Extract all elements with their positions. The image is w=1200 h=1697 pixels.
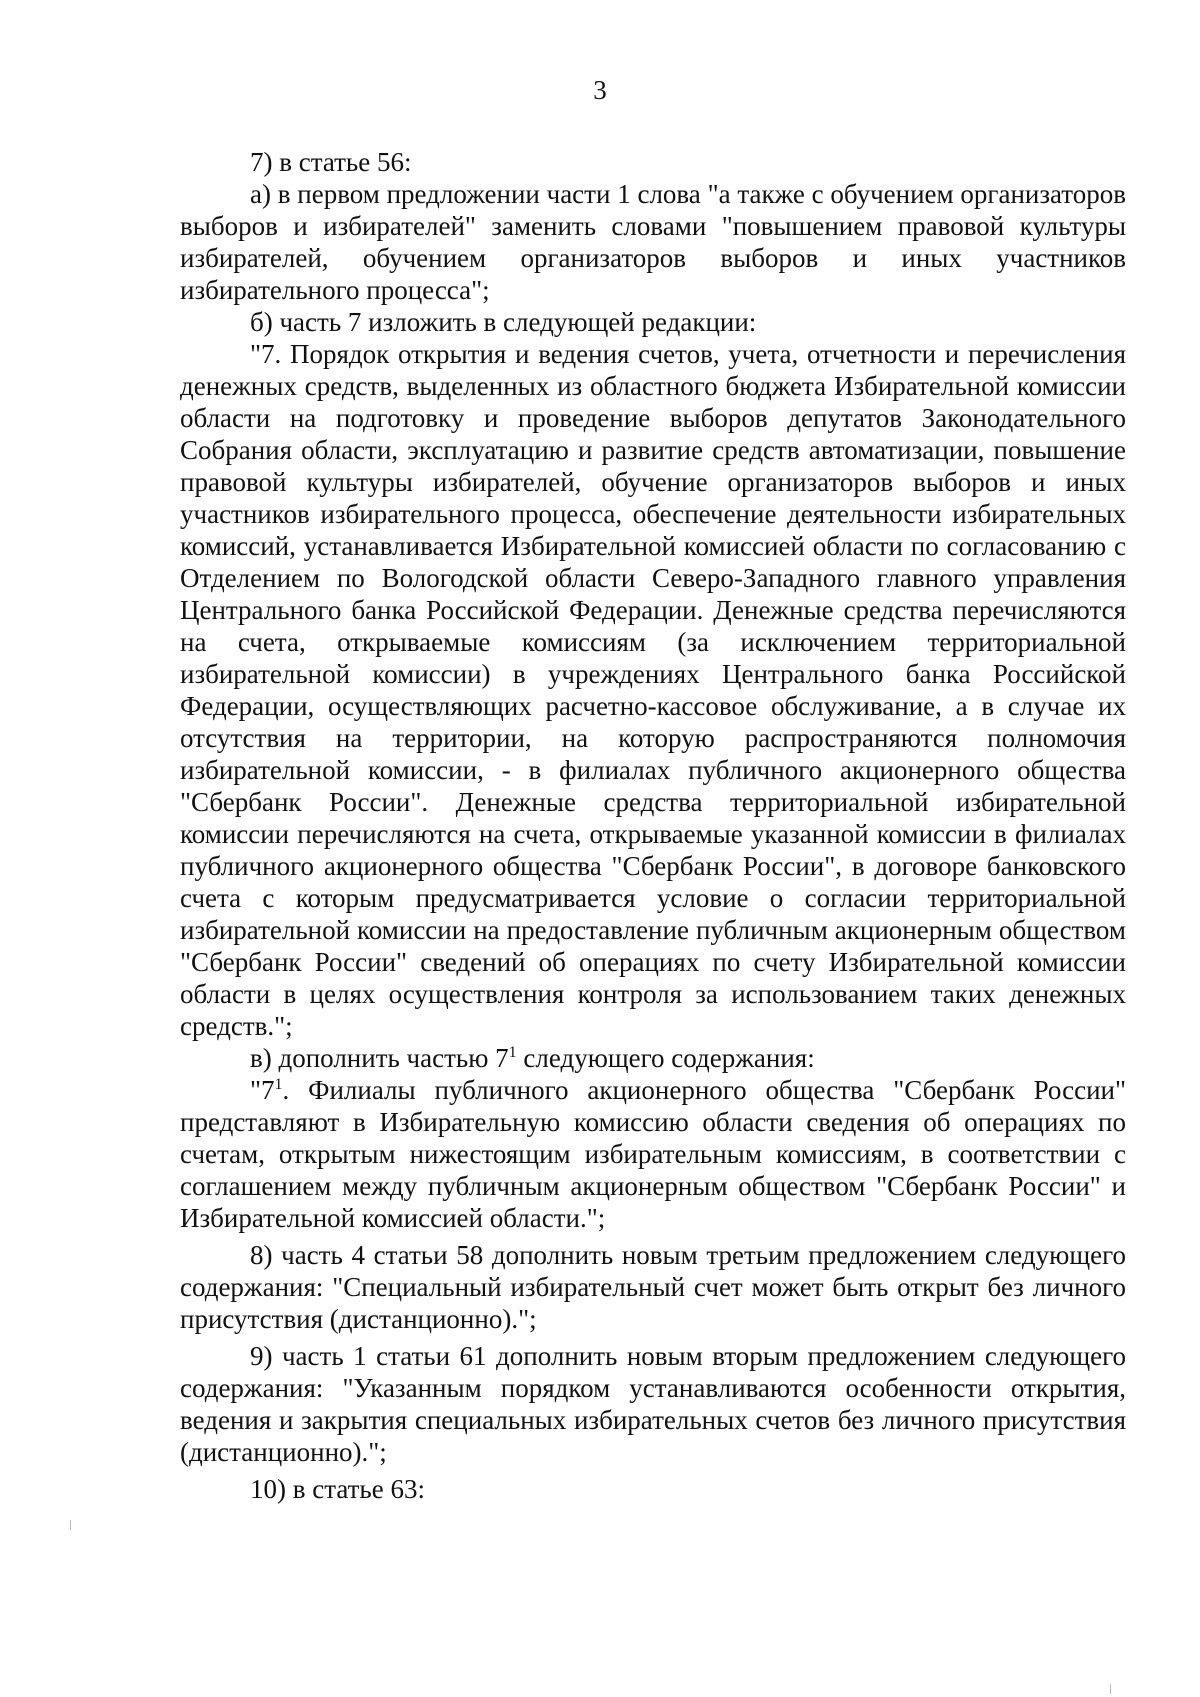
- paragraph-item-a: а) в первом предложении части 1 слова "а также с обучением организаторов выборов и избирателей" заменить словами "повышением правовой культуры избирателей, обучением организаторов выборов и иных участников избирательного процесса";: [180, 179, 1126, 305]
- page-number: 3: [593, 75, 607, 105]
- scan-margin-mark-bottom: [1110, 1684, 1111, 1694]
- scan-margin-mark-left: [70, 1520, 71, 1530]
- superscript: 1: [508, 1044, 517, 1061]
- paragraph-part-7-1: [180, 1074, 1126, 1234]
- paragraph-item-v-text: в) дополнить частью 7: [250, 1043, 509, 1073]
- paragraph-part-7-1-text: "7: [250, 1075, 275, 1105]
- paragraph-article-56: 7) в статье 56:: [250, 147, 412, 177]
- paragraph-item-v: [180, 1042, 1126, 1074]
- document-body: [180, 146, 1126, 1505]
- paragraph-item-b: б) часть 7 изложить в следующей редакции:: [250, 307, 757, 337]
- paragraph-item-10: 10) в статье 63:: [250, 1474, 425, 1504]
- paragraph-item-9: 9) часть 1 статьи 61 дополнить новым вторым предложением следующего содержания: "Указанным порядком устанавливаются особенности открытия, ведения и закрытия специальных избирательных счетов без личного присутствия (дистанционно).";: [180, 1341, 1126, 1467]
- paragraph-part-7-1-text-end: . Филиалы публичного акционерного общества "Сбербанк России" представляют в Избирательную комиссию области сведения об операциях по счетам, открытым нижестоящим избирательным комиссиям, в соответствии с соглашением между публичным акционерным обществом "Сбербанк России" и Избирательной комиссией области.";: [180, 1075, 1126, 1233]
- paragraph-part-7: "7. Порядок открытия и ведения счетов, учета, отчетности и перечисления денежных средств, выделенных из областного бюджета Избирательной комиссии области на подготовку и проведение выборов депутатов Законодательного Собрания области, эксплуатацию и развитие средств автоматизации, повышение правовой культуры избирателей, обучение организаторов выборов и иных участников избирательного процесса, обеспечение деятельности избирательных комиссий, устанавливается Избирательной комиссией области по согласованию с Отделением по Вологодской области Северо-Западного главного управления Центрального банка Российской Федерации. Денежные средства перечисляются на счета, открываемые комиссиям (за исключением территориальной избирательной комиссии) в учреждениях Центрального банка Российской Федерации, осуществляющих расчетно-кассовое обслуживание, а в случае их отсутствия на территории, на которую распространяются полномочия избирательной комиссии, - в филиалах публичного акционерного общества "Сбербанк России". Денежные средства территориальной избирательной комиссии перечисляются на счета, открываемые указанной комиссии в филиалах публичного акционерного общества "Сбербанк России", в договоре банковского счета с которым предусматривается условие о согласии территориальной избирательной комиссии на предоставление публичным акционерным обществом "Сбербанк России" сведений об операциях по счету Избирательной комиссии области в целях осуществления контроля за использованием таких денежных средств.";: [180, 339, 1126, 1041]
- paragraph-item-8: 8) часть 4 статьи 58 дополнить новым третьим предложением следующего содержания: "Специальный избирательный счет может быть открыт без личного присутствия (дистанционно).";: [180, 1240, 1126, 1334]
- superscript: 1: [274, 1076, 283, 1093]
- paragraph-item-v-text-end: следующего содержания:: [516, 1043, 815, 1073]
